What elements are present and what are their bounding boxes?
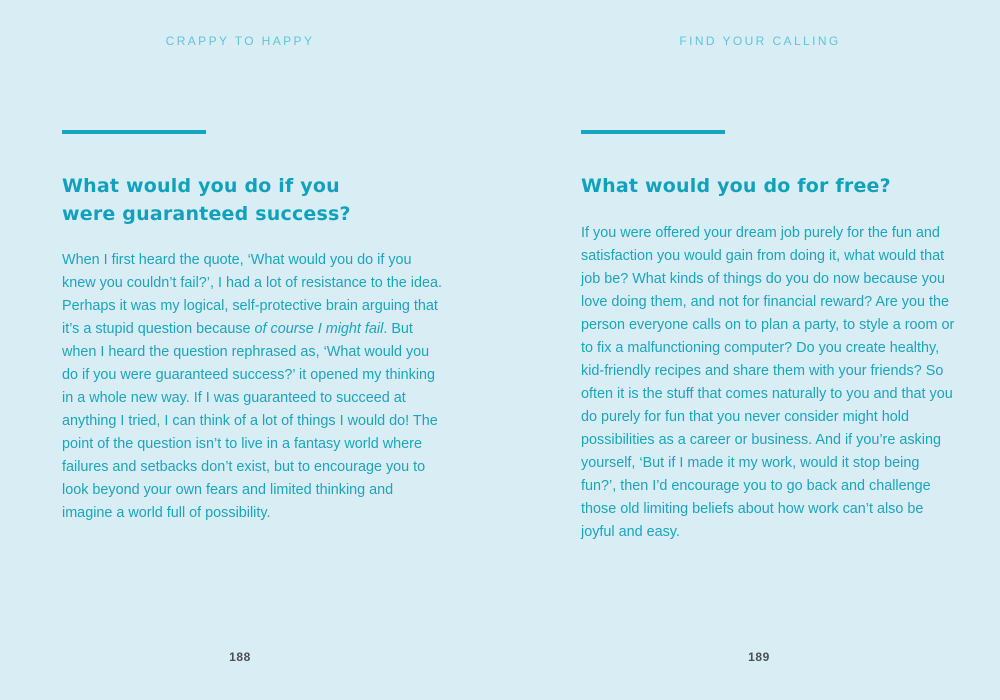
body-paragraph: If you were offered your dream job purely for the fun and satisfaction you would gain from doing it, what would that job be? What kinds of things do you do now because you love doing them, and not for financial reward? Are you the person everyone calls on to plan a party, to style a room or to fix a malfunctioning computer? Do you create healthy, kid-friendly recipes and share them with your friends? So often it is the stuff that comes naturally to you and that you do purely for fun that you never consider might hold possibilities as a career or business. And if you’re asking yourself, ‘But if I made it my work, would it stop being fun?’, then I’d encourage you to go back and challenge those old limiting beliefs about how work can’t also be joyful and easy. xyxy=(581,225,955,540)
page-number: 189 xyxy=(748,650,770,664)
running-head: CRAPPY TO HAPPY xyxy=(165,34,315,48)
heading-rule xyxy=(581,130,725,134)
paragraph-text: When I first heard the quote, ‘What would you do if you knew you couldn’t fail?’, I had a lot of resistance to the idea. Perhaps it was my logical, self-protective brain arguing that it’s a stupid question because xyxy=(62,252,442,337)
section-heading: What would you do for free? xyxy=(581,175,891,197)
section-heading: What would you do if you were guaranteed success? xyxy=(62,175,351,225)
body-paragraph xyxy=(62,249,442,525)
page-number: 188 xyxy=(229,650,251,664)
right-page xyxy=(500,0,1000,700)
heading-rule xyxy=(62,130,206,134)
emphasis-text: of course I might fail xyxy=(254,321,384,337)
paragraph-text: . But when I heard the question rephrased as, ‘What would you do if you were guaranteed success?’ it opened my thinking in a whole new way. If I was guaranteed to succeed at anything I tried, I can think of a lot of things I would do! The point of the question isn’t to live in a fantasy world where failures and setbacks don’t exist, but to encourage you to look beyond your own fears and limited thinking and imagine a world full of possibility. xyxy=(62,321,438,521)
running-head: FIND YOUR CALLING xyxy=(679,34,841,48)
